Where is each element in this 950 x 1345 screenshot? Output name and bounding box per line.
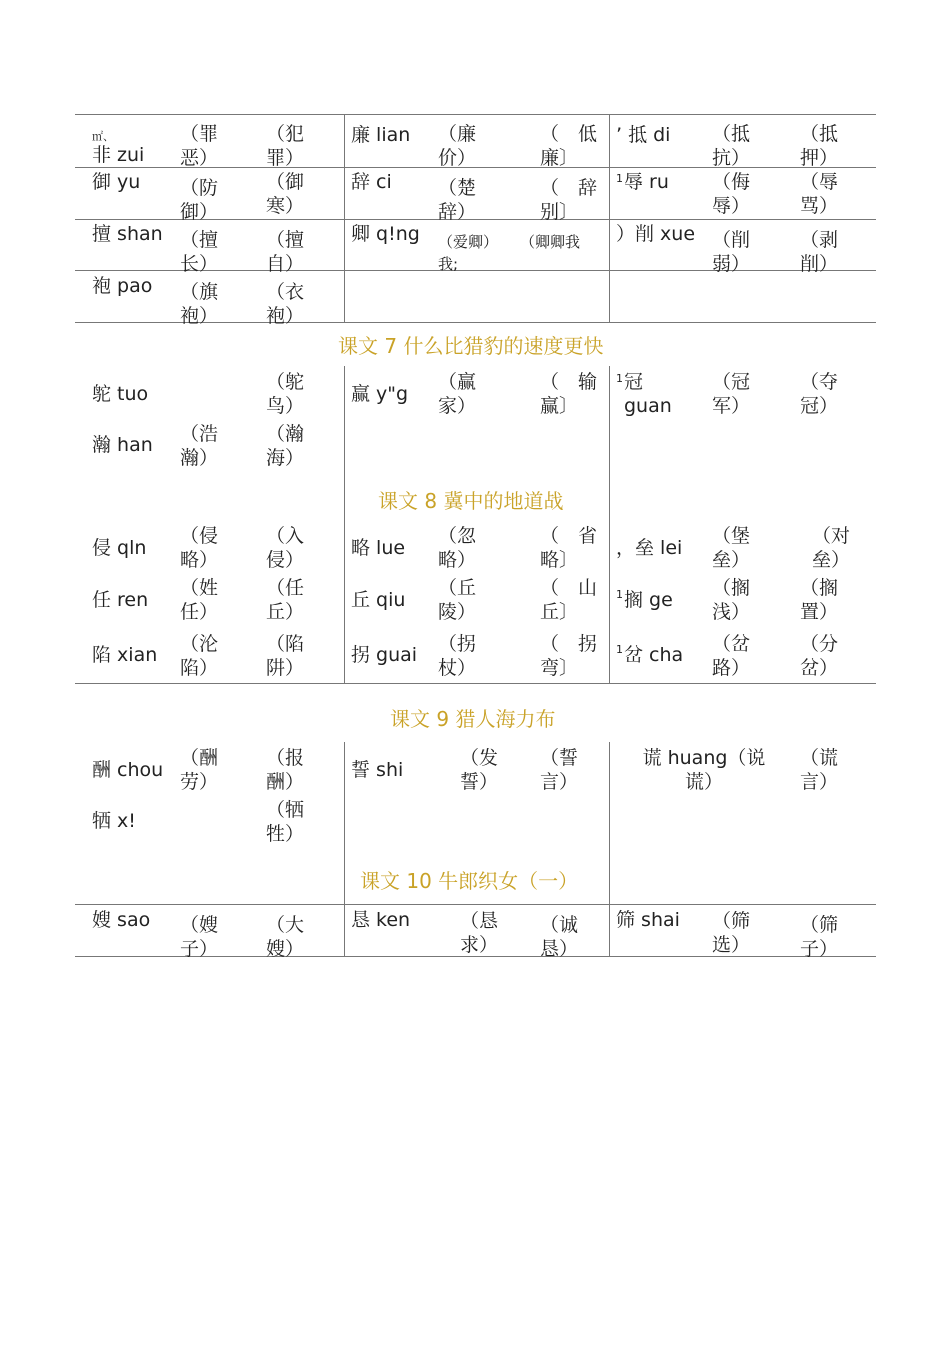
char-entry: 擅 shan (92, 223, 163, 245)
word-example: （爱卿） 我; (438, 233, 499, 273)
section-title: 课文 9 猎人海力布 (390, 707, 556, 731)
word-example: （罪 恶） (180, 123, 219, 169)
word-example: （筛 选） (712, 910, 751, 956)
word-example: （辱 骂） (800, 171, 839, 217)
word-example: （对 垒） (812, 525, 851, 571)
word-example: （防 御） (180, 177, 219, 223)
char-entry: ，垒 lei (616, 537, 683, 559)
word-example: （冠 军） (712, 371, 751, 417)
char-entry: 袍 pao (92, 275, 153, 297)
char-entry: 瀚 han (92, 434, 153, 456)
word-example: （犯 罪） (266, 123, 305, 169)
word-example: （ 低 廉〕 (540, 123, 598, 169)
rule (609, 742, 610, 957)
word-example: （衣 袍） (266, 281, 305, 327)
word-example: （搁 置） (800, 577, 839, 623)
rule (75, 683, 876, 684)
word-example: （侮 辱） (712, 171, 751, 217)
char-entry: 恳 ken (351, 909, 411, 931)
char-entry: 非 zui (92, 144, 145, 166)
footnote-mark: 1 (616, 172, 623, 185)
char-entry: 冠 guan (624, 371, 672, 417)
char-entry: 丘 qiu (351, 589, 406, 611)
word-example: （御 寒） (266, 171, 305, 217)
rule (344, 366, 345, 684)
word-example: （削 弱） (712, 229, 751, 275)
footnote-mark: ㎡、 (92, 130, 114, 143)
word-example: （ 拐 弯〕 (540, 633, 598, 679)
word-example: （任 丘） (266, 577, 305, 623)
char-entry: 卿 q!ng (351, 223, 420, 245)
char-entry: 御 yu (92, 171, 141, 193)
char-entry: 鸵 tuo (92, 383, 149, 405)
rule (344, 114, 345, 322)
word-example: （搁 浅） (712, 577, 751, 623)
word-example: （擅 自） (266, 229, 305, 275)
word-example: （大 嫂） (266, 914, 305, 960)
rule (75, 114, 876, 115)
footnote-mark: 1 (616, 588, 623, 601)
section-title: 课文 7 什么比猎豹的速度更快 (338, 334, 604, 358)
word-example: （入 侵） (266, 525, 305, 571)
char-entry: 嫂 sao (92, 909, 151, 931)
word-example: （夺 冠） (800, 371, 839, 417)
word-example: （卿卿我 (520, 233, 581, 251)
char-entry: 谎 huang（说 谎） (642, 747, 766, 793)
char-entry: ’ 抵 di (616, 124, 671, 146)
char-entry: 任 ren (92, 589, 149, 611)
char-entry: 搁 ge (624, 589, 673, 611)
word-example: （拐 杖） (438, 633, 477, 679)
word-example: （沦 陷） (180, 633, 219, 679)
word-example: （旗 袍） (180, 281, 219, 327)
char-entry: ）削 xue (616, 223, 696, 245)
word-example: （廉 价） (438, 123, 477, 169)
word-example: （嫂 子） (180, 914, 219, 960)
rule (75, 904, 876, 905)
word-example: （酬 劳） (180, 747, 219, 793)
word-example: （恳 求） (460, 910, 499, 956)
word-example: （牺 牲） (266, 799, 305, 845)
word-example: （剥 削） (800, 229, 839, 275)
footnote-mark: 1 (616, 643, 623, 656)
word-example: （浩 瀚） (180, 423, 219, 469)
word-example: （ 辞 别〕 (540, 177, 598, 223)
word-example: （誓 言） (540, 747, 579, 793)
rule (344, 742, 345, 957)
word-example: （抵 抗） (712, 123, 751, 169)
word-example: （擅 长） (180, 229, 219, 275)
rule (609, 114, 610, 322)
word-example: （报 酬） (266, 747, 305, 793)
char-entry: 酬 chou (92, 759, 164, 781)
word-example: （赢 家） (438, 371, 477, 417)
footnote-mark: 1 (616, 372, 623, 385)
word-example: （姓 任） (180, 577, 219, 623)
char-entry: 略 lue (351, 537, 406, 559)
char-entry: 辞 ci (351, 171, 392, 193)
word-example: （岔 路） (712, 633, 751, 679)
char-entry: 牺 x! (92, 810, 136, 832)
word-example: （ 输 赢〕 (540, 371, 598, 417)
char-entry: 岔 cha (624, 644, 684, 666)
word-example: （抵 押） (800, 123, 839, 169)
rule (609, 366, 610, 684)
word-example: （瀚 海） (266, 423, 305, 469)
word-example: （发 誓） (460, 747, 499, 793)
char-entry: 赢 y"g (351, 383, 409, 405)
word-example: （ 山 丘〕 (540, 577, 598, 623)
char-entry: 筛 shai (616, 909, 680, 931)
char-entry: 侵 qln (92, 537, 147, 559)
word-example: （ 省 略〕 (540, 525, 598, 571)
section-title: 课文 8 冀中的地道战 (378, 489, 564, 513)
word-example: （忽 略） (438, 525, 477, 571)
word-example: （堡 垒） (712, 525, 751, 571)
word-example: （陷 阱） (266, 633, 305, 679)
word-example: （分 岔） (800, 633, 839, 679)
word-example: （筛 子） (800, 914, 839, 960)
word-example: （谎 言） (800, 747, 839, 793)
char-entry: 辱 ru (624, 171, 669, 193)
section-title: 课文 10 牛郎织女（一） (360, 869, 579, 893)
word-example: （丘 陵） (438, 577, 477, 623)
word-example: （诚 恳） (540, 914, 579, 960)
char-entry: 誓 shi (351, 759, 404, 781)
word-example: （鸵 鸟） (266, 371, 305, 417)
word-example: （侵 略） (180, 525, 219, 571)
char-entry: 廉 lian (351, 124, 411, 146)
char-entry: 陷 xian (92, 644, 158, 666)
char-entry: 拐 guai (351, 644, 418, 666)
word-example: （楚 辞） (438, 177, 477, 223)
